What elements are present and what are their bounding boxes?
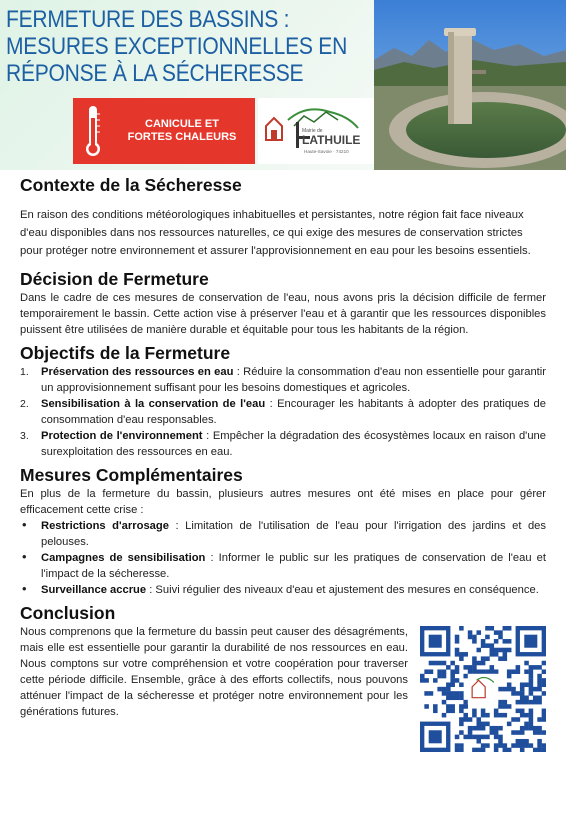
mesures-list xyxy=(20,518,546,598)
mesures-intro: En plus de la fermeture du bassin, plusieurs autres mesures ont été mises en place pour gérer efficacement cette crise : xyxy=(20,488,546,516)
header-banner xyxy=(0,0,566,170)
list-item xyxy=(20,364,546,396)
list-item xyxy=(20,428,546,460)
logo-sub-text: Haute-Savoie · 74210 xyxy=(304,149,349,154)
title-line-1: FERMETURE DES BASSINS : xyxy=(6,6,290,33)
fountain-image-icon xyxy=(374,0,566,170)
item-text: : Encourager les habitants à adopter des pratiques de consommation d'eau responsables. xyxy=(41,398,546,426)
canicule-line-1: CANICULE ET xyxy=(145,118,219,130)
section-title-mesures: Mesures Complémentaires xyxy=(20,465,243,485)
canicule-badge xyxy=(73,98,255,164)
list-item xyxy=(20,396,546,428)
bullet-icon: • xyxy=(22,549,27,564)
section-title-decision: Décision de Fermeture xyxy=(20,269,209,289)
bullet-icon: • xyxy=(22,517,27,532)
title-line-3: RÉPONSE À LA SÉCHERESSE xyxy=(6,60,304,87)
canicule-label xyxy=(117,118,247,144)
fountain-photo xyxy=(374,0,566,170)
item-bold: Préservation des ressources en eau xyxy=(41,366,234,378)
item-text: : Empêcher la dégradation des écosystèmes locaux en raison d'une surexploitation des ressources en eau. xyxy=(41,430,546,458)
section-title-objectifs: Objectifs de la Fermeture xyxy=(20,343,231,363)
page-title xyxy=(6,6,376,87)
list-number: 1. xyxy=(20,366,29,378)
item-bold: Surveillance accrue xyxy=(41,584,147,596)
item-bold: Restrictions d'arrosage xyxy=(41,520,169,532)
item-text: : Suivi régulier des niveaux d'eau et ajustement des mesures en conséquence. xyxy=(146,584,539,596)
list-number: 3. xyxy=(20,430,29,442)
bullet-icon: • xyxy=(22,581,27,596)
item-text: : Réduire la consommation d'eau non essentielle pour garantir un approvisionnement suffisant pour les besoins domestiques et agricoles. xyxy=(41,366,546,394)
section-decision xyxy=(20,268,546,338)
section-title-contexte: Contexte de la Sécheresse xyxy=(20,175,242,195)
conclusion-text: Nous comprenons que la fermeture du bassin peut causer des désagréments, mais elle est essentielle pour garantir la durabilité de nos ressources en eau. Nous comptons sur votre compréhension et votre coopération pour traverser cette période difficile. Ensemble, grâce à des efforts collectifs, nous pouvons atténuer l'impact de la sécheresse et protéger notre environnement pour les générations futures. xyxy=(20,626,408,718)
logo-small-text: Mairie de xyxy=(302,128,323,134)
section-mesures xyxy=(20,464,546,598)
canicule-line-2: FORTES CHALEURS xyxy=(127,131,237,143)
mairie-logo xyxy=(258,98,374,164)
decision-text: Dans le cadre de ces mesures de conservation de l'eau, nous avons pris la décision difficile de fermer temporairement le bassin. Cette action vise à préserver l'eau et à garantir que les ressources disponibles puissent être utilisées de manière durable et équitable pour tous les habitants de la région. xyxy=(20,292,546,336)
item-bold: Protection de l'environnement xyxy=(41,430,203,442)
objectifs-list xyxy=(20,364,546,460)
list-item xyxy=(20,550,546,582)
section-title-conclusion: Conclusion xyxy=(20,603,116,623)
title-line-2: MESURES EXCEPTIONNELLES EN xyxy=(6,33,348,60)
item-text: : Informer le public sur les pratiques de conservation de l'eau et l'impact de la sécheresse. xyxy=(41,552,546,580)
thermometer-icon xyxy=(83,104,103,158)
list-number: 2. xyxy=(20,398,29,410)
item-bold: Campagnes de sensibilisation xyxy=(41,552,206,564)
qr-code-icon[interactable] xyxy=(420,626,546,752)
lathuile-logo-icon xyxy=(258,98,374,164)
list-item xyxy=(20,582,546,598)
main-content xyxy=(20,172,546,720)
logo-name-text: LATHUILE xyxy=(302,133,361,147)
section-objectifs xyxy=(20,342,546,460)
section-conclusion xyxy=(20,602,546,720)
item-text: : Limitation de l'utilisation de l'eau pour l'irrigation des jardins et des pelouses. xyxy=(41,520,546,548)
list-item xyxy=(20,518,546,550)
contexte-text: En raison des conditions météorologiques inhabituelles et persistantes, notre région fait face niveaux d'eau disponibles dans nos ressources naturelles, ce qui exige des mesures de conservation strictes pour protéger notre environnement et assurer l'approvisionnement en eau pour les besoins essentiels. xyxy=(20,209,531,257)
item-bold: Sensibilisation à la conservation de l'eau xyxy=(41,398,266,410)
section-contexte xyxy=(20,174,546,260)
